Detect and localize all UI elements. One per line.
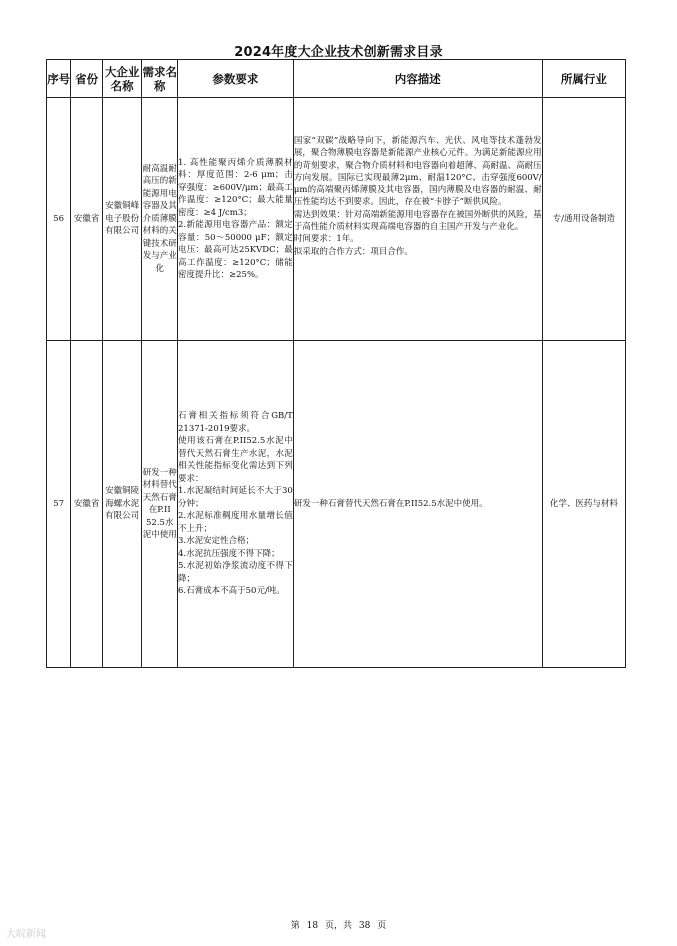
row-province: 安徽省 bbox=[71, 98, 102, 341]
param-line: 5.水泥初始净浆流动度不得下降； bbox=[178, 561, 293, 584]
param-line: 1. 高性能聚丙烯介质薄膜材料：厚度范围：2-6 μm；击穿强度：≥600V/μm；最高工作温度：≥120°C；最大能量密度：≥4 J/cm3； bbox=[178, 157, 293, 218]
page-title: 2024年度大企业技术创新需求目录 bbox=[234, 45, 443, 60]
table-header-row bbox=[47, 60, 626, 98]
row-need: 耐高温耐高压的新能源用电容器及其介质薄膜材料的关键技术研发与产业化 bbox=[142, 98, 178, 341]
header-params: 参数要求 bbox=[178, 60, 294, 98]
footer-suffix: 页 bbox=[377, 921, 387, 931]
row-params bbox=[178, 341, 294, 668]
table-row bbox=[47, 341, 626, 668]
header-need: 需求名称 bbox=[142, 60, 178, 98]
table-row bbox=[47, 98, 626, 341]
row-need: 研发一种材料替代天然石膏在P.II 52.5水泥中使用 bbox=[142, 341, 178, 668]
param-line: 2.水泥标准稠度用水量增长值不上升； bbox=[178, 511, 293, 534]
header-province: 省份 bbox=[71, 60, 102, 98]
desc-line: 国家“双碳”战略导向下，新能源汽车、光伏、风电等技术蓬勃发展，聚合物薄膜电容器是新能源产业核心元件。为满足新能源应用的苛刻要求，聚合物介质材料和电容器向着超薄、高耐温、高耐压方向发展。国际已实现最薄2μm、耐温120°C、击穿强度600V/μm的高端聚丙烯薄膜及其电容器，国内薄膜及电容器的耐温、耐压性能均达不到要求。因此，存在被“卡脖子”断供风险。 bbox=[293, 136, 542, 208]
header-industry: 所属行业 bbox=[542, 60, 625, 98]
page-footer bbox=[0, 918, 677, 931]
param-line: 石膏相关指标须符合GB/T 21371-2019要求。 bbox=[178, 411, 293, 434]
desc-line: 时间要求：1年。 bbox=[293, 234, 359, 245]
row-desc bbox=[293, 341, 542, 668]
row-company: 安徽铜陵海螺水泥有限公司 bbox=[102, 341, 142, 668]
header-seq: 序号 bbox=[47, 60, 71, 98]
desc-line: 拟采取的合作方式：项目合作。 bbox=[293, 246, 413, 257]
desc-line: 研发一种石膏替代天然石膏在P.II52.5水泥中使用。 bbox=[293, 498, 488, 509]
desc-line: 需达到效果：针对高端新能源用电容器存在被国外断供的风险，基于高性能介质材料实现高端电容器的自主国产开发与产业化。 bbox=[293, 209, 542, 233]
row-industry: 化学、医药与材料 bbox=[542, 341, 625, 668]
footer-total-pages: 38 bbox=[358, 921, 371, 931]
row-desc bbox=[293, 98, 542, 341]
row-province: 安徽省 bbox=[71, 341, 102, 668]
row-company: 安徽铜峰电子股份有限公司 bbox=[102, 98, 142, 341]
row-seq: 57 bbox=[47, 341, 71, 668]
param-line: 4.水泥抗压强度不得下降； bbox=[178, 548, 280, 559]
param-line: 6.石膏成本不高于50元/吨。 bbox=[178, 586, 285, 597]
footer-page-number: 18 bbox=[306, 921, 319, 931]
header-desc: 内容描述 bbox=[293, 60, 542, 98]
row-params bbox=[178, 98, 294, 341]
param-line: 2.新能源用电容器产品：额定容量：50～50000 μF；额定电压：最高可达25KVDC；最高工作温度：≥120°C；储能密度提升比：≥25%。 bbox=[178, 220, 293, 280]
header-company: 大企业名称 bbox=[102, 60, 142, 98]
param-line: 3.水泥安定性合格； bbox=[178, 536, 255, 547]
row-seq: 56 bbox=[47, 98, 71, 341]
watermark: 大皖新闻 bbox=[6, 929, 46, 940]
demand-table bbox=[46, 59, 626, 668]
footer-prefix: 第 bbox=[290, 921, 300, 931]
footer-mid: 页，共 bbox=[324, 921, 352, 931]
row-industry: 专/通用设备制造 bbox=[542, 98, 625, 341]
param-line: 1.水泥凝结时间延长不大于30分钟； bbox=[178, 486, 293, 509]
param-line: 使用该石膏在P.II52.5水泥中替代天然石膏生产水泥，水泥相关性能指标变化需达到下列要求： bbox=[178, 436, 293, 484]
